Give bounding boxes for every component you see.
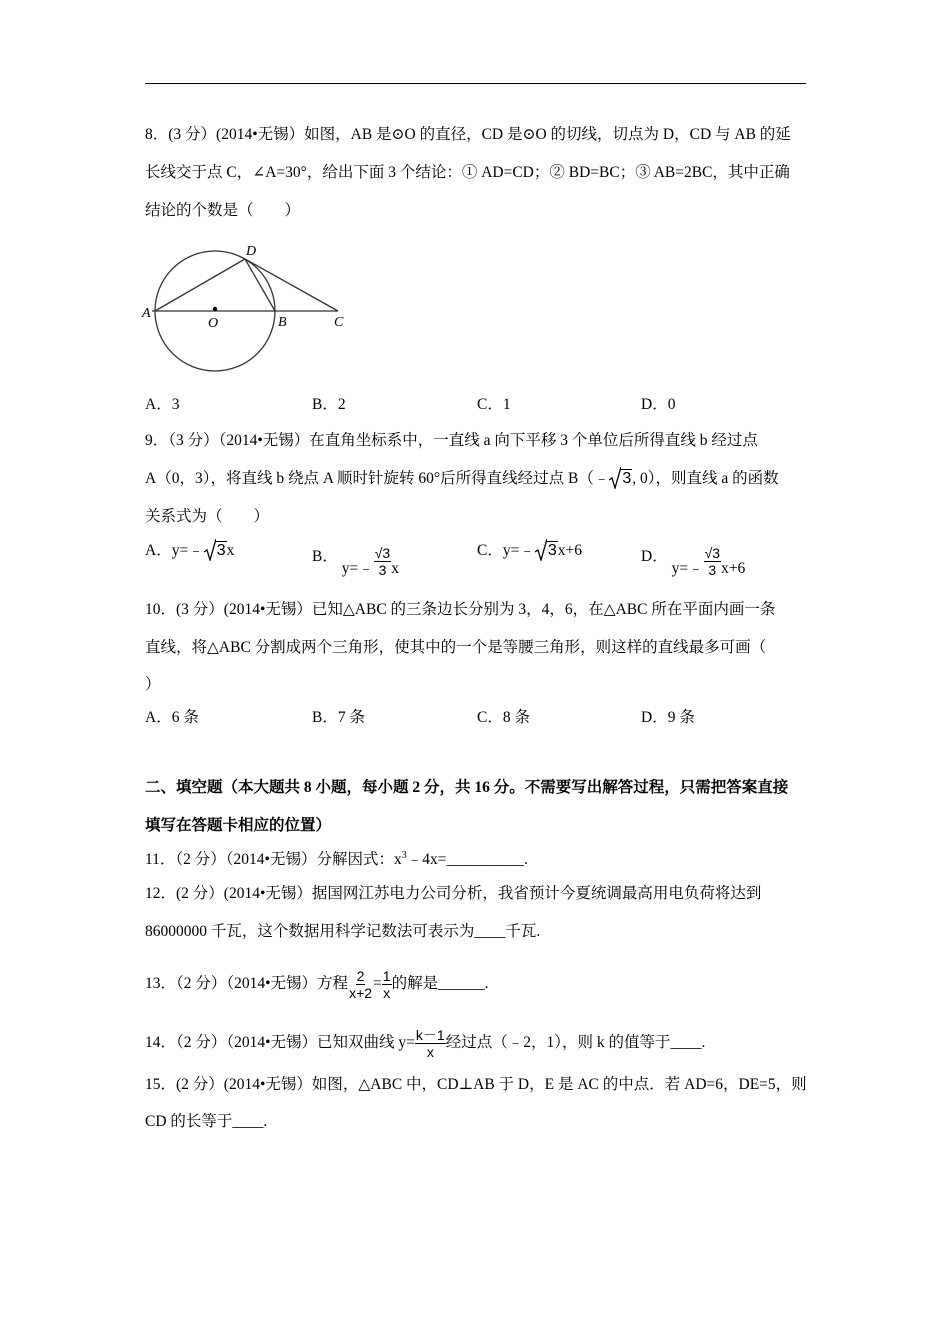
fraction-sqrt3-over-3: $\frac{√3}{3}$ [704,545,721,578]
header-rule [145,83,806,84]
q12-line-2: 86000000 千瓦，这个数据用科学记数法可表示为____千瓦. [145,923,541,940]
q9-line-2-end: , 0），则直线 a 的函数 [632,470,779,487]
q8-option-c: C．1 [477,396,511,413]
radical-sign-icon [535,539,547,561]
q10-option-d: D．9 条 [641,709,695,726]
label-b: B [278,315,287,330]
q12-line-1: 12．(2 分）(2014•无锡）据国网江苏电力公司分析，我省预计今夏统调最高用电负荷将达到 [145,885,762,902]
q10-line-2: 直线，将△ABC 分割成两个三角形，使其中的一个是等腰三角形，则这样的直线最多可画（ [145,639,767,656]
fraction-1-over-x: $\frac{1}{x}$ [382,968,391,1001]
q9-option-a: A．y=﹣ 3x [145,541,234,561]
q10-option-b: B．7 条 [312,709,365,726]
q15-line-1: 15．(2 分）(2014•无锡）如图，△ABC 中，CD⊥AB 于 D，E 是 AC 的中点．若 AD=6，DE=5，则 [145,1076,807,1093]
q8-circle-figure [140,240,360,375]
fraction-k-minus-1-over-x: $\frac{k-1}{x}$ [415,1027,445,1060]
q14: 14．（2 分）（2014•无锡）已知双曲线 y= $\frac{k-1}{x}$ 经过点（﹣2，1），则 k 的值等于____. [145,1027,706,1060]
radical-sign-icon [609,467,621,489]
q10-line-3: ） [145,676,161,693]
line-dc [245,259,338,311]
q9-line-2-start: A（0，3），将直线 b 绕点 A 顺时针旋转 60°后所得直线经过点 B（﹣ [145,470,610,487]
label-c: C [334,315,344,330]
q8-line-1: 8．(3 分）(2014•无锡）如图，AB 是⊙O 的直径，CD 是⊙O 的切线，切点为 D，CD 与 AB 的延 [145,126,791,143]
q8-line-3: 结论的个数是（ ） [145,202,301,219]
q9-line-1: 9．（3 分）（2014•无锡）在直角坐标系中，一直线 a 向下平移 3 个单位后所得直线 b 经过点 [145,432,758,449]
q10-option-c: C．8 条 [477,709,530,726]
q8-option-d: D．0 [641,396,676,413]
q8-option-a: A．3 [145,396,180,413]
q9-option-c: C．y=﹣ 3x+6 [477,541,582,561]
q11: 11．（2 分）（2014•无锡）分解因式：$x^3﹣4x=\_\_\_\_\_\_\_\_\_\_$. [145,849,528,868]
center-dot [213,307,217,311]
q9-option-b: B． y=﹣ $\frac{√3}{3}$ x [312,545,399,578]
section-2-heading-line-1: 二、填空题（本大题共 8 小题，每小题 2 分，共 16 分。不需要写出解答过程，只需把答案直接 [145,779,789,796]
line-ad [155,259,245,311]
section-2-heading-line-2: 填写在答题卡相应的位置） [145,817,332,834]
radical-sign-icon [204,539,216,561]
q9-option-d: D． y=﹣ $\frac{√3}{3}$ x+6 [641,545,746,578]
q10-line-1: 10．(3 分）(2014•无锡）已知△ABC 的三条边长分别为 3，4，6，在△ABC 所在平面内画一条 [145,601,776,618]
fraction-sqrt3-over-3: $\frac{√3}{3}$ [374,545,391,578]
label-d: D [246,244,257,259]
q13: 13．（2 分）（2014•无锡）方程 $\frac{2}{x+2}$ = $\frac{1}{x}$ 的解是______. [145,968,489,1001]
label-o: O [208,316,219,331]
q10-option-a: A．6 条 [145,709,199,726]
sqrt-3: 3 [609,469,632,489]
label-a: A [142,306,151,321]
q15-line-2: CD 的长等于____. [145,1113,268,1130]
q8-option-b: B．2 [312,396,346,413]
q8-line-2: 长线交于点 C，∠A=30°，给出下面 3 个结论：① AD=CD；② BD=BC；③ AB=2BC，其中正确 [145,164,790,181]
q9-line-3: 关系式为（ ） [145,508,270,525]
fraction-2-over-x-plus-2: $\frac{2}{x+2}$ [349,968,373,1001]
q9-line-2 [145,469,779,489]
